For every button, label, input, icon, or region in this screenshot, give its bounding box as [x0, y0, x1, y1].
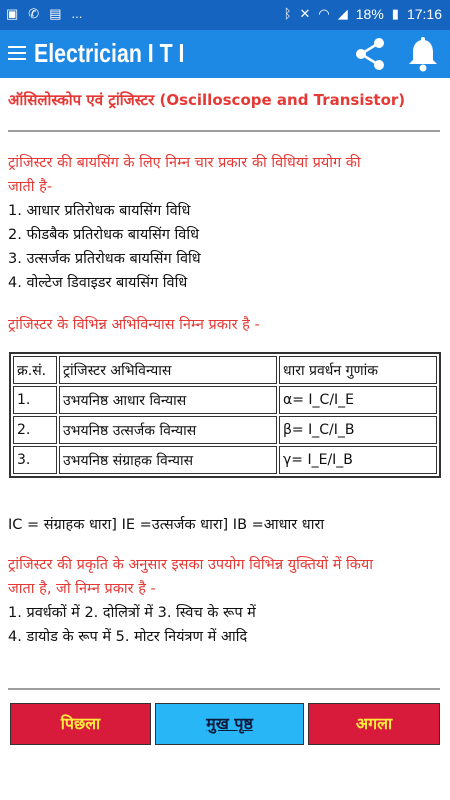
- biasing-intro-line1: ट्रांजिस्टर की बायसिंग के लिए निम्न चार प्रकार की विधियां प्रयोग की: [8, 155, 361, 171]
- table-cell: 2.: [13, 416, 57, 444]
- biasing-method: 2. फीडबैक प्रतिरोधक बायसिंग विधि: [8, 227, 200, 243]
- biasing-method: 4. वोल्टेज डिवाइडर बायसिंग विधि: [8, 275, 188, 291]
- config-intro: ट्रांजिस्टर के विभिन्न अभिविन्यास निम्न प्रकार है -: [8, 317, 260, 333]
- wifi-icon: ◠: [318, 6, 330, 21]
- content-area[interactable]: [0, 78, 450, 700]
- table-cell: उभयनिष्ठ उत्सर्जक विन्यास: [59, 416, 277, 444]
- table-cell: 1.: [13, 386, 57, 414]
- table-cell: γ= I_E/I_B: [279, 446, 437, 474]
- battery-percent: 18%: [355, 6, 384, 22]
- status-right: [284, 6, 442, 22]
- table-row: [13, 416, 437, 444]
- signal-icon: ◢: [337, 6, 348, 21]
- uses-list-line2: 4. डायोड के रूप में 5. मोटर नियंत्रण में आदि: [8, 629, 248, 645]
- next-button[interactable]: अगला: [308, 703, 440, 745]
- configuration-table: [9, 352, 441, 478]
- more-notifications: ...: [71, 6, 83, 21]
- uses-intro-line2: जाता है, जो निम्न प्रकार है -: [8, 581, 156, 597]
- biasing-method: 1. आधार प्रतिरोधक बायसिंग विधि: [8, 203, 191, 219]
- table-cell: उभयनिष्ठ आधार विन्यास: [59, 386, 277, 414]
- table-row: [13, 386, 437, 414]
- bell-icon[interactable]: [406, 36, 440, 72]
- divider-bottom: [8, 688, 440, 690]
- home-button[interactable]: मुख पृष्ठ: [155, 703, 304, 745]
- table-cell: α= I_C/I_E: [279, 386, 437, 414]
- status-bar: [0, 0, 450, 30]
- table-header-cell: क्र.सं.: [13, 356, 57, 384]
- table-cell: उभयनिष्ठ संग्राहक विन्यास: [59, 446, 277, 474]
- page-heading: ऑसिलोस्कोप एवं ट्रांजिस्टर (Oscilloscope and Transistor): [8, 91, 406, 109]
- table-header-cell: धारा प्रवर्धन गुणांक: [279, 356, 437, 384]
- status-left: [6, 6, 82, 22]
- table-header-cell: ट्रांजिस्टर अभिविन्यास: [59, 356, 277, 384]
- missed-call-icon: ✆: [28, 6, 40, 21]
- table-header-row: [13, 356, 437, 384]
- table-cell: β= I_C/I_B: [279, 416, 437, 444]
- app-title: Electrician I T I: [34, 38, 185, 68]
- share-icon[interactable]: [352, 36, 388, 72]
- uses-list-line1: 1. प्रवर्धकों में 2. दोलित्रों में 3. स्विच के रूप में: [8, 605, 256, 621]
- current-legend: IC = संग्राहक धारा] IE =उत्सर्जक धारा] IB =आधार धारा: [8, 517, 325, 533]
- uses-intro-line1: ट्रांजिस्टर की प्रकृति के अनुसार इसका उपयोग विभिन्न युक्तियों में किया: [8, 557, 374, 573]
- prev-button[interactable]: पिछला: [10, 703, 151, 745]
- mute-icon: ✕: [299, 6, 311, 21]
- bluetooth-icon: ᛒ: [283, 6, 292, 21]
- app-bar: [0, 30, 450, 78]
- clock: 17:16: [406, 6, 442, 22]
- biasing-intro-line2: जाती है-: [8, 179, 53, 195]
- battery-icon: ▮: [391, 6, 399, 21]
- photo-icon: ▣: [6, 6, 19, 21]
- table-cell: 3.: [13, 446, 57, 474]
- divider-top: [8, 130, 440, 132]
- biasing-method: 3. उत्सर्जक प्रतिरोधक बायसिंग विधि: [8, 251, 201, 267]
- image-icon: ▤: [49, 6, 62, 21]
- table-row: [13, 446, 437, 474]
- menu-icon[interactable]: [8, 42, 26, 64]
